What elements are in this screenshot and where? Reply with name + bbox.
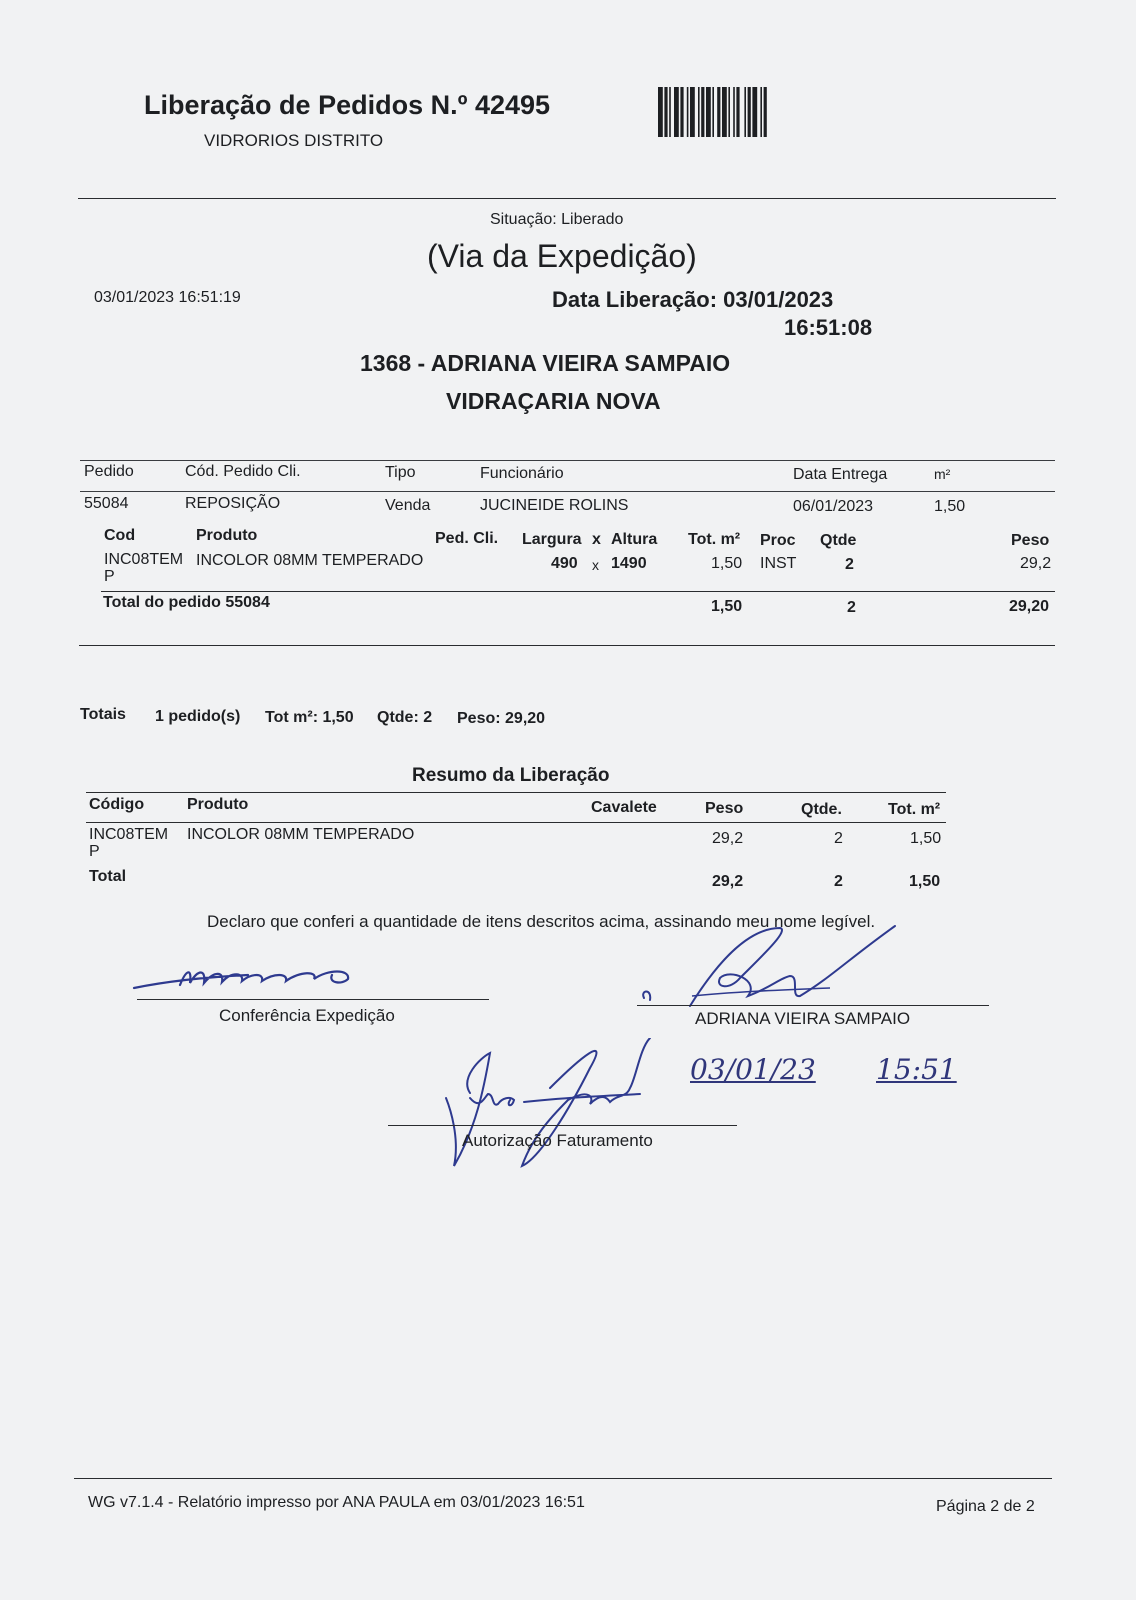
item-header-proc: Proc	[760, 532, 796, 549]
col-header-funcionario: Funcionário	[480, 465, 564, 482]
header-divider	[78, 198, 1056, 199]
totals-qtde: Qtde: 2	[377, 709, 433, 726]
item-header-tot-m2: Tot. m²	[688, 531, 741, 548]
item-produto: INCOLOR 08MM TEMPERADO	[196, 552, 424, 569]
resumo-header-cavalete: Cavalete	[591, 799, 657, 816]
resumo-header-peso: Peso	[705, 800, 744, 817]
document-title: Liberação de Pedidos N.º 42495	[144, 90, 551, 120]
hora-liberacao: 16:51:08	[784, 315, 873, 340]
item-altura: 1490	[611, 555, 647, 572]
item-cod-continued: P	[104, 568, 115, 585]
item-peso: 29,2	[1020, 555, 1052, 572]
situacao-text: Situação: Liberado	[490, 211, 624, 228]
resumo-qtde: 2	[834, 830, 843, 847]
item-header-largura: Largura	[522, 531, 582, 548]
item-qtde: 2	[845, 556, 854, 573]
autorizacao-signature	[440, 1038, 680, 1178]
order-total-m2: 1,50	[711, 598, 743, 615]
autorizacao-line	[388, 1125, 737, 1126]
item-largura: 490	[551, 555, 578, 572]
client-name: 1368 - ADRIANA VIEIRA SAMPAIO	[360, 350, 731, 376]
order-total-label: Total do pedido 55084	[103, 594, 270, 611]
handwritten-date: 03/01/23	[690, 1053, 816, 1086]
resumo-header-tot-m2: Tot. m²	[888, 801, 941, 818]
resumo-title: Resumo da Liberação	[412, 765, 610, 786]
resumo-header-codigo: Código	[89, 796, 145, 813]
resumo-tot-m2: 1,50	[910, 830, 942, 847]
order-pedido: 55084	[84, 495, 129, 512]
item-header-x: x	[592, 531, 601, 548]
item-header-qtde: Qtde	[820, 532, 857, 549]
resumo-header-produto: Produto	[187, 796, 249, 813]
footer-page-number: Página 2 de 2	[936, 1498, 1035, 1515]
totals-label: Totais	[80, 706, 126, 723]
autorizacao-label: Autorização Faturamento	[462, 1131, 653, 1150]
resumo-header-qtde: Qtde.	[801, 801, 842, 818]
totals-peso: Peso: 29,20	[457, 710, 546, 727]
resumo-total-qtde: 2	[834, 873, 843, 890]
table-top-rule	[80, 460, 1055, 461]
col-header-pedido: Pedido	[84, 463, 134, 480]
resumo-top-rule	[86, 792, 946, 793]
store-name: VIDRAÇARIA NOVA	[446, 388, 661, 414]
resumo-total-tot-m2: 1,50	[909, 873, 941, 890]
item-proc: INST	[760, 555, 797, 572]
col-header-tipo: Tipo	[385, 464, 416, 481]
item-cod: INC08TEM	[104, 551, 184, 568]
footer-report-info: WG v7.1.4 - Relatório impresso por ANA PAULA em 03/01/2023 16:51	[88, 1494, 585, 1511]
resumo-produto: INCOLOR 08MM TEMPERADO	[187, 826, 415, 843]
order-total-qtde: 2	[847, 599, 856, 616]
item-header-produto: Produto	[196, 527, 258, 544]
order-tipo: Venda	[385, 497, 431, 514]
printed-timestamp: 03/01/2023 16:51:19	[94, 289, 241, 306]
table-bottom-rule	[79, 645, 1055, 646]
totals-pedidos: 1 pedido(s)	[155, 708, 241, 725]
total-rule	[101, 591, 1055, 592]
footer-rule	[74, 1478, 1052, 1479]
resumo-header-rule	[86, 822, 946, 823]
resumo-peso: 29,2	[712, 830, 744, 847]
conferencia-label: Conferência Expedição	[219, 1006, 395, 1025]
order-funcionario: JUCINEIDE ROLINS	[480, 497, 629, 514]
order-m2: 1,50	[934, 498, 966, 515]
resumo-codigo-continued: P	[89, 843, 100, 860]
conferencia-line	[137, 999, 489, 1000]
barcode	[658, 87, 833, 139]
resumo-total-label: Total	[89, 868, 127, 885]
handwritten-time: 15:51	[876, 1053, 957, 1086]
conferencia-signature	[128, 955, 378, 1000]
col-header-cod-pedido-cli: Cód. Pedido Cli.	[185, 463, 301, 480]
item-header-altura: Altura	[611, 531, 658, 548]
via-title: (Via da Expedição)	[427, 238, 697, 274]
resumo-codigo: INC08TEM	[89, 826, 169, 843]
totals-tot-m2: Tot m²: 1,50	[265, 709, 354, 726]
item-x: x	[592, 557, 599, 573]
col-header-data-entrega: Data Entrega	[793, 466, 888, 483]
company-name: VIDRORIOS DISTRITO	[204, 131, 384, 150]
col-header-m2: m²	[934, 466, 951, 482]
item-header-peso: Peso	[1011, 532, 1050, 549]
item-header-ped-cli: Ped. Cli.	[435, 530, 499, 547]
item-header-cod: Cod	[104, 527, 136, 544]
cliente-line	[637, 1005, 989, 1006]
order-cod-pedido-cli: REPOSIÇÃO	[185, 495, 281, 512]
item-tot-m2: 1,50	[711, 555, 743, 572]
cliente-label: ADRIANA VIEIRA SAMPAIO	[695, 1009, 911, 1028]
order-total-peso: 29,20	[1009, 598, 1050, 615]
resumo-total-peso: 29,2	[712, 873, 744, 890]
declaration-text: Declaro que conferi a quantidade de itens descritos acima, assinando meu nome legível.	[207, 912, 876, 931]
order-data-entrega: 06/01/2023	[793, 498, 874, 515]
data-liberacao: Data Liberação: 03/01/2023	[552, 287, 834, 312]
header-bottom-rule	[80, 491, 1055, 492]
